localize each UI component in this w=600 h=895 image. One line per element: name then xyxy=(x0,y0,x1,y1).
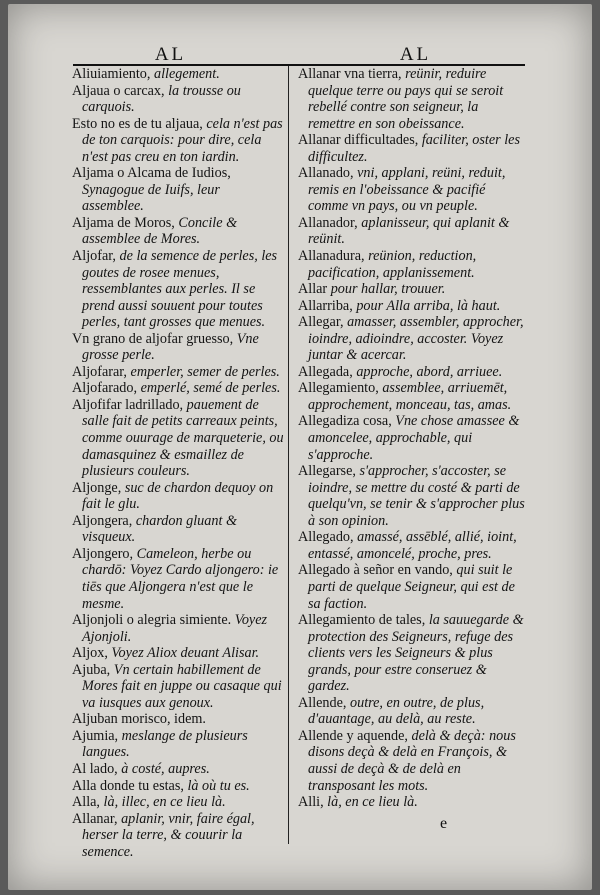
dictionary-entry xyxy=(72,165,284,215)
dictionary-entry xyxy=(298,281,526,298)
entry-headword: Allanar vna tierra, xyxy=(298,66,402,82)
entry-headword: Allegado, xyxy=(298,529,354,546)
entry-headword: Allegarse, xyxy=(298,463,356,480)
entry-headword: Aljofifar ladrillado, xyxy=(72,396,184,413)
entry-headword: Aljama de Moros, xyxy=(72,214,175,231)
entry-definition: aplanisseur, qui aplanit & reünit. xyxy=(308,214,510,248)
entry-headword: Allanado, xyxy=(298,165,354,182)
entry-headword: Al lado, xyxy=(72,760,118,777)
entry-definition: meslange de plusieurs langues. xyxy=(82,727,248,761)
dictionary-entry xyxy=(298,215,526,248)
dictionary-entry xyxy=(72,662,284,712)
entry-headword: Aljuban morisco, idem. xyxy=(72,711,206,728)
entry-definition: qui suit le parti de quelque Seigneur, qui est de sa faction. xyxy=(308,562,515,612)
entry-headword: Ajuba, xyxy=(72,661,111,678)
dictionary-entry xyxy=(72,83,284,116)
entry-headword: Aljofarar, xyxy=(72,363,127,380)
entry-headword: Aljaua o carcax, xyxy=(72,82,165,99)
dictionary-entry xyxy=(298,728,526,794)
dictionary-entry xyxy=(72,761,284,778)
dictionary-entry xyxy=(298,364,526,381)
dictionary-entry xyxy=(298,463,526,529)
dictionary-entry xyxy=(72,116,284,166)
left-column-head: AL xyxy=(154,44,187,65)
entry-headword: Allegamiento de tales, xyxy=(298,612,426,629)
dictionary-entry xyxy=(298,695,526,728)
entry-definition: la sauuegarde & protection des Seigneurs, refuge des clients vers les Seigneurs & plus grands, pour estre conseruez & gardez. xyxy=(308,612,524,695)
entry-definition: amassé, assēblé, allié, ioint, entassé, amoncelé, proche, pres. xyxy=(308,529,517,562)
entry-definition: Voyez Ajonjoli. xyxy=(82,612,268,645)
dictionary-entry xyxy=(72,711,284,728)
entry-definition: pour Alla arriba, là haut. xyxy=(352,297,501,314)
entry-definition: cela n'est pas de ton carquois: pour dire, cela n'est pas creu en ton iardin. xyxy=(82,115,283,165)
entry-definition: de la semence de perles, les goutes de rosee menues, ressemblantes aux perles. Il se prend aussi souuent pour toutes perles, tant grosses que menues. xyxy=(82,248,278,331)
entry-definition: allegement. xyxy=(150,66,220,82)
dictionary-entry xyxy=(72,778,284,795)
entry-definition: là où tu es. xyxy=(183,777,250,794)
dictionary-entry xyxy=(298,562,526,612)
entry-definition: Concile & assemblee de Mores. xyxy=(82,214,238,248)
entry-definition: pour hallar, trouuer. xyxy=(327,281,446,298)
entry-definition: Vne chose amassee & amoncelee, approchable, qui s'approche. xyxy=(308,413,520,463)
entry-definition: Synagogue de Iuifs, leur assemblee. xyxy=(82,181,220,215)
entry-definition: pauement de salle fait de petits carreaux peints, comme ouurage de marqueterie, ou damasquinez & esmaillez de plusieurs couleurs. xyxy=(82,396,284,480)
entry-definition: approche, abord, arriuee. xyxy=(352,363,503,380)
right-column-head: AL xyxy=(399,44,432,65)
running-header xyxy=(88,44,538,66)
entry-definition: reünir, reduire quelque terre ou pays qui se seroit rebellé contre son seigneur, la remettre en son obeissance. xyxy=(308,66,504,132)
entry-headword: Aljonge, xyxy=(72,479,122,496)
dictionary-entry xyxy=(72,811,284,861)
entry-definition: suc de chardon dequoy on fait le glu. xyxy=(82,479,274,513)
entry-headword: Aljongero, xyxy=(72,545,134,562)
dictionary-entry xyxy=(298,612,526,695)
entry-headword: Aljongera, xyxy=(72,512,133,529)
dictionary-entry xyxy=(298,248,526,281)
entry-definition: Voyez Aliox deuant Alisar. xyxy=(107,645,260,662)
dictionary-entry xyxy=(298,132,526,165)
entry-headword: Aljofarado, xyxy=(72,380,138,397)
entry-definition: amasser, assembler, approcher, ioindre, adioindre, accoster. Voyez juntar & acercar. xyxy=(308,314,524,364)
dictionary-entry xyxy=(72,364,284,381)
dictionary-entry xyxy=(298,165,526,215)
dictionary-entry xyxy=(72,728,284,761)
dictionary-entry xyxy=(72,794,284,811)
entry-definition: là, illec, en ce lieu là. xyxy=(99,794,226,811)
entry-definition: faciliter, oster les difficultez. xyxy=(308,132,520,165)
right-column xyxy=(298,66,526,811)
entry-headword: Allende y aquende, xyxy=(298,727,408,744)
entry-definition: la trousse ou carquois. xyxy=(82,82,241,116)
entry-headword: Allegadiza cosa, xyxy=(298,413,392,430)
entry-headword: Vn grano de aljofar gruesso, xyxy=(72,330,234,347)
entry-headword: Allar xyxy=(298,281,328,298)
dictionary-entry xyxy=(72,645,284,662)
entry-headword: Alla, xyxy=(72,794,100,811)
entry-headword: Aljofar, xyxy=(72,248,116,265)
entry-headword: Allanar, xyxy=(72,810,118,827)
dictionary-entry xyxy=(72,331,284,364)
entry-definition: emperlé, semé de perles. xyxy=(137,380,281,397)
dictionary-entry xyxy=(298,380,526,413)
entry-headword: Allanadura, xyxy=(298,248,365,265)
entry-headword: Alli, xyxy=(298,794,324,811)
entry-headword: Aliuiamiento, xyxy=(72,66,151,82)
entry-definition: reünion, reduction, pacification, applanissement. xyxy=(308,248,477,281)
entry-headword: Allegada, xyxy=(298,363,353,380)
left-column xyxy=(72,66,284,860)
entry-headword: Allanador, xyxy=(298,214,358,231)
dictionary-entry xyxy=(298,529,526,562)
entry-headword: Aljox, xyxy=(72,645,108,662)
dictionary-entry xyxy=(72,248,284,331)
entry-definition: assemblee, arriuemēt, approchement, monceau, tas, amas. xyxy=(308,380,512,413)
entry-headword: Allarriba, xyxy=(298,297,353,314)
entry-definition: Vne grosse perle. xyxy=(82,330,259,364)
dictionary-entry xyxy=(72,480,284,513)
entry-headword: Allegado à señor en vando, xyxy=(298,562,453,579)
entry-definition: delà & deçà: nous disons deçà & delà en François, & aussi de deçà & de delà en transposant les mots. xyxy=(308,727,516,794)
entry-definition: là, en ce lieu là. xyxy=(323,794,418,811)
entry-definition: outre, en outre, de plus, d'auantage, au delà, au reste. xyxy=(308,694,485,728)
entry-definition: Vn certain habillement de Mores fait en juppe ou casaque qui va iusques aux genoux. xyxy=(82,661,282,711)
entry-headword: Aljonjoli o alegria simiente. xyxy=(72,612,232,629)
dictionary-entry xyxy=(72,513,284,546)
entry-headword: Esto no es de tu aljaua, xyxy=(72,115,203,132)
entry-headword: Allegamiento, xyxy=(298,380,379,397)
entry-headword: Allegar, xyxy=(298,314,344,331)
entry-definition: aplanir, vnir, faire égal, herser la terre, & couurir la semence. xyxy=(82,810,255,860)
dictionary-entry xyxy=(72,546,284,612)
dictionary-entry xyxy=(298,794,526,811)
entry-definition: s'approcher, s'accoster, se ioindre, se mettre du costé & parti de quelqu'vn, se tenir & s'approcher plus à son opinion. xyxy=(308,463,525,529)
entry-headword: Alla donde tu estas, xyxy=(72,777,184,794)
dictionary-entry xyxy=(72,66,284,83)
dictionary-entry xyxy=(298,314,526,364)
entry-definition: vni, applani, reüni, reduit, remis en l'obeissance & pacifié comme vn pays, ou vn peuple. xyxy=(308,165,506,215)
column-divider xyxy=(288,66,289,844)
entry-headword: Allende, xyxy=(298,694,347,711)
entry-headword: Aljama o Alcama de Iudios, xyxy=(72,165,231,182)
dictionary-entry xyxy=(298,298,526,315)
signature-mark: e xyxy=(440,815,448,832)
entry-definition: à costé, aupres. xyxy=(117,760,210,777)
dictionary-entry xyxy=(298,66,526,132)
dictionary-entry xyxy=(72,397,284,480)
dictionary-entry xyxy=(298,413,526,463)
dictionary-entry xyxy=(72,380,284,397)
entry-definition: chardon gluant & visqueux. xyxy=(82,512,237,546)
entry-headword: Ajumia, xyxy=(72,727,119,744)
entry-headword: Allanar difficultades, xyxy=(298,132,419,149)
dictionary-entry xyxy=(72,215,284,248)
entry-definition: emperler, semer de perles. xyxy=(126,363,280,380)
entry-definition: Cameleon, herbe ou chardō: Voyez Cardo aljongero: ie tiēs que Aljongera n'est que le mesme. xyxy=(82,545,279,612)
dictionary-entry xyxy=(72,612,284,645)
